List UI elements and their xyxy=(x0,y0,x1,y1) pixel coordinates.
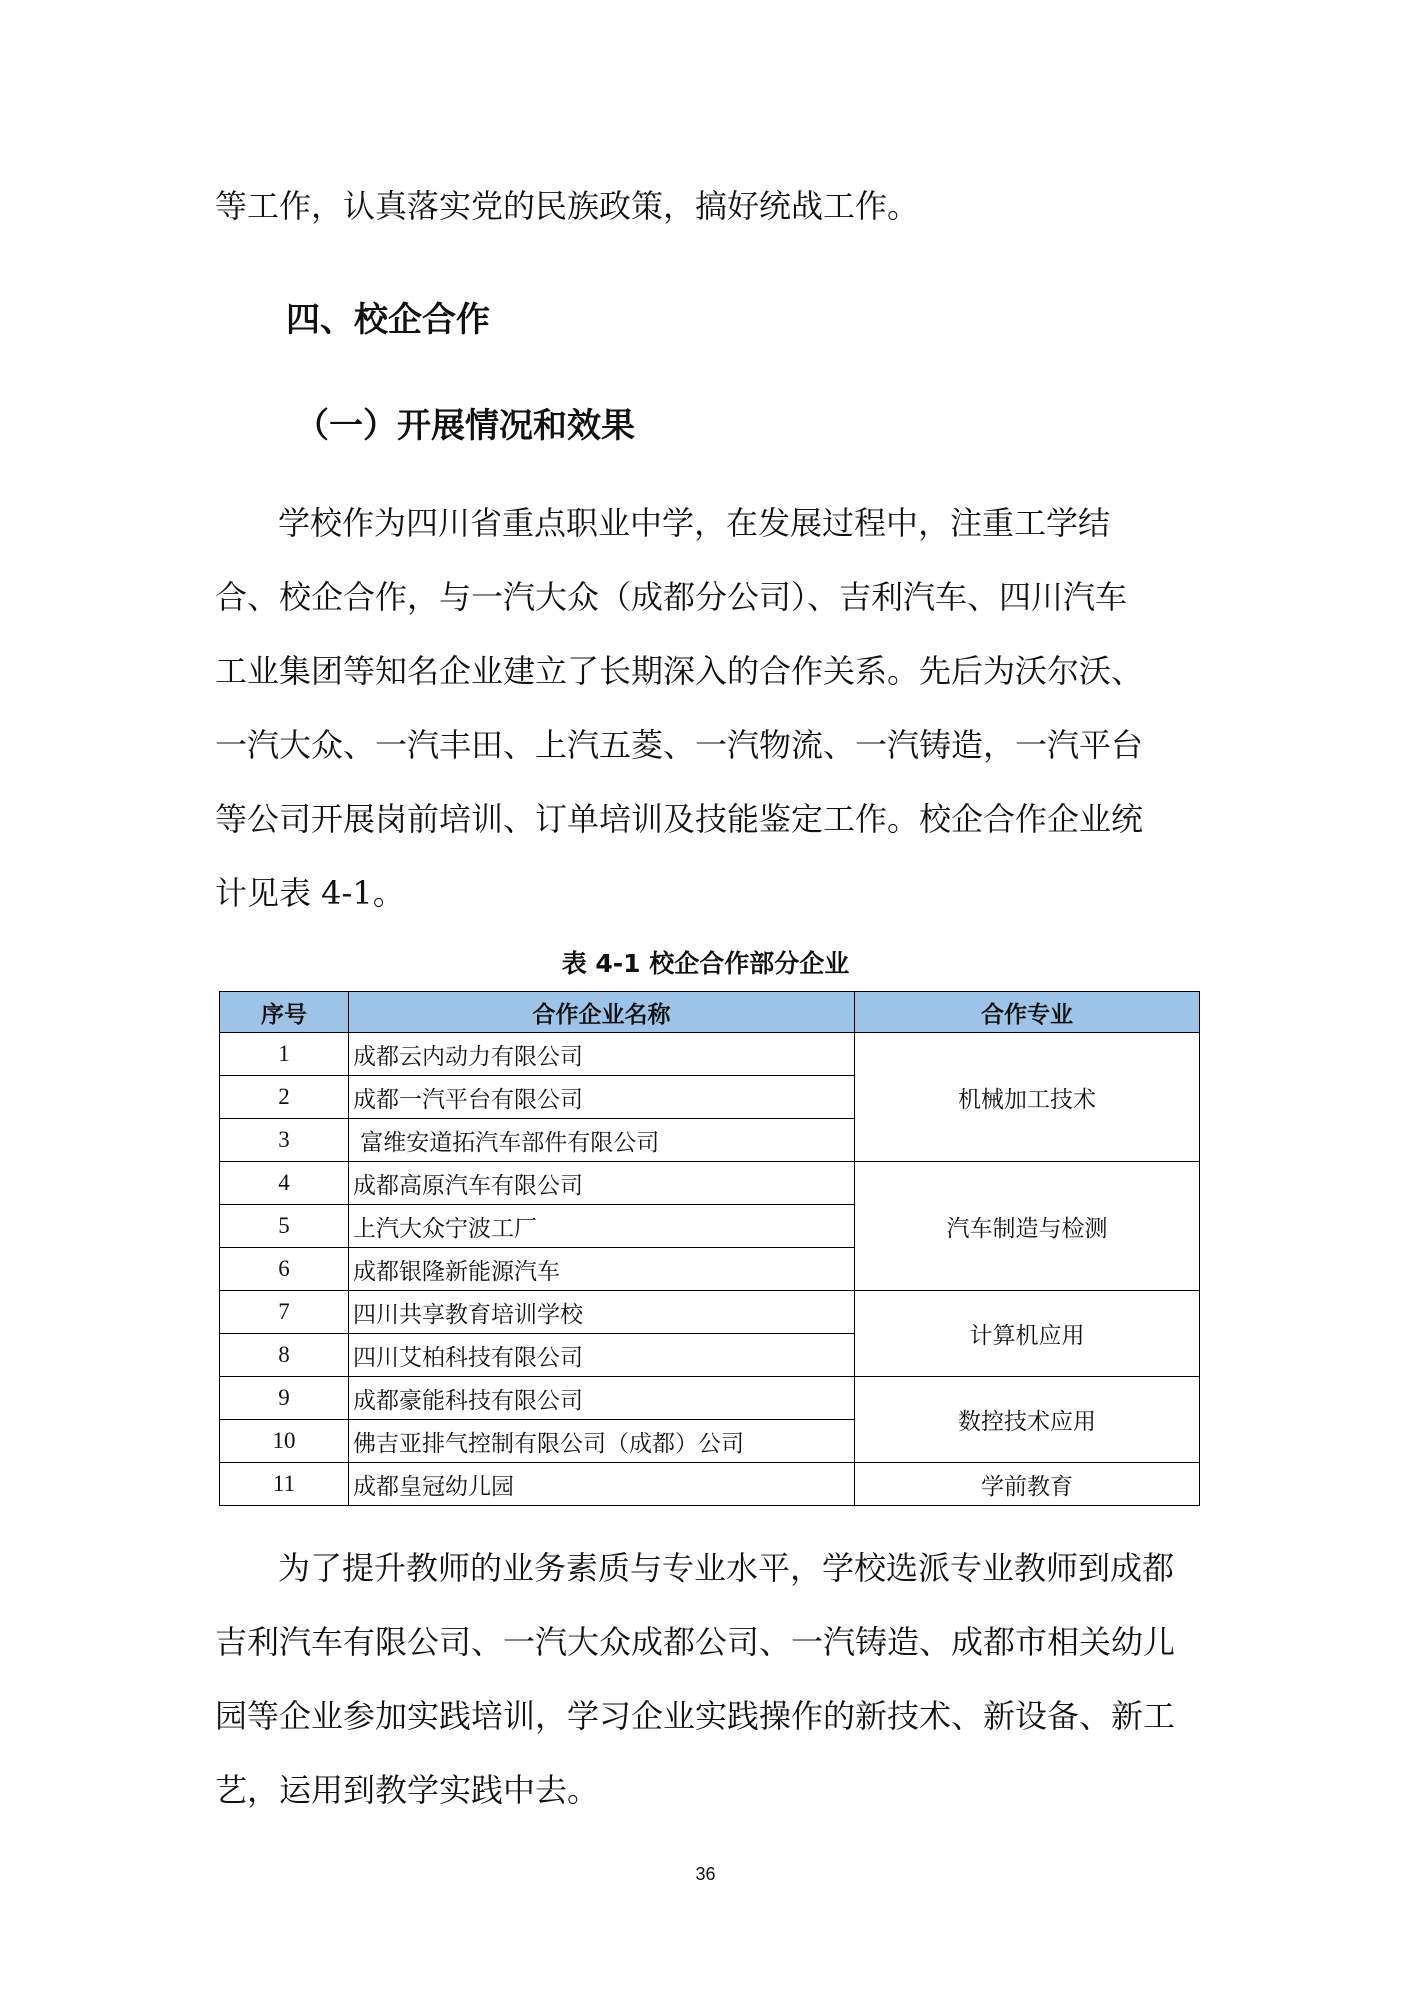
table-row xyxy=(220,1463,1200,1506)
company-name: 富维安道拓汽车部件有限公司 xyxy=(349,1119,855,1162)
company-name: 成都银隆新能源汽车 xyxy=(349,1248,855,1291)
paragraph-line: 为了提升教师的业务素质与专业水平，学校选派专业教师到成都 xyxy=(278,1549,1175,1587)
row-number: 10 xyxy=(220,1420,349,1463)
header-index: 序号 xyxy=(220,992,349,1033)
row-number: 6 xyxy=(220,1248,349,1291)
paragraph-line: 学校作为四川省重点职业中学，在发展过程中，注重工学结 xyxy=(278,504,1111,542)
row-number: 8 xyxy=(220,1334,349,1377)
table-header-row xyxy=(220,992,1200,1033)
company-name: 佛吉亚排气控制有限公司（成都）公司 xyxy=(349,1420,855,1463)
table-row xyxy=(220,1033,1200,1076)
paragraph-line: 一汽大众、一汽丰田、上汽五菱、一汽物流、一汽铸造，一汽平台 xyxy=(215,726,1144,764)
company-name: 四川艾柏科技有限公司 xyxy=(349,1334,855,1377)
row-number: 11 xyxy=(220,1463,349,1506)
table-caption: 表 4-1 校企合作部分企业 xyxy=(561,949,850,978)
row-number: 1 xyxy=(220,1033,349,1076)
page-number: 36 xyxy=(695,1864,716,1884)
header-company: 合作企业名称 xyxy=(349,992,855,1033)
paragraph-line: 工业集团等知名企业建立了长期深入的合作关系。先后为沃尔沃、 xyxy=(215,652,1144,690)
table-row xyxy=(220,1162,1200,1205)
company-name: 成都皇冠幼儿园 xyxy=(349,1463,855,1506)
row-number: 3 xyxy=(220,1119,349,1162)
subsection-heading: （一）开展情况和效果 xyxy=(295,406,635,446)
major-cell: 汽车制造与检测 xyxy=(855,1162,1200,1291)
table-row xyxy=(220,1291,1200,1334)
company-name: 上汽大众宁波工厂 xyxy=(349,1205,855,1248)
paragraph-line: 艺，运用到教学实践中去。 xyxy=(215,1771,600,1809)
row-number: 7 xyxy=(220,1291,349,1334)
major-cell: 学前教育 xyxy=(855,1463,1200,1506)
intro-line: 等工作，认真落实党的民族政策，搞好统战工作。 xyxy=(215,187,920,225)
paragraph-line: 吉利汽车有限公司、一汽大众成都公司、一汽铸造、成都市相关幼儿 xyxy=(215,1623,1176,1661)
paragraph-line: 计见表 4-1。 xyxy=(215,874,405,912)
company-name: 成都高原汽车有限公司 xyxy=(349,1162,855,1205)
table-row xyxy=(220,1377,1200,1420)
major-cell: 计算机应用 xyxy=(855,1291,1200,1377)
row-number: 2 xyxy=(220,1076,349,1119)
header-major: 合作专业 xyxy=(855,992,1200,1033)
major-cell: 数控技术应用 xyxy=(855,1377,1200,1463)
company-name: 四川共享教育培训学校 xyxy=(349,1291,855,1334)
major-cell: 机械加工技术 xyxy=(855,1033,1200,1162)
company-name: 成都云内动力有限公司 xyxy=(349,1033,855,1076)
row-number: 4 xyxy=(220,1162,349,1205)
row-number: 9 xyxy=(220,1377,349,1420)
section-heading: 四、校企合作 xyxy=(286,300,490,340)
paragraph-line: 等公司开展岗前培训、订单培训及技能鉴定工作。校企合作企业统 xyxy=(215,800,1144,838)
company-name: 成都一汽平台有限公司 xyxy=(349,1076,855,1119)
paragraph-line: 合、校企合作，与一汽大众（成都分公司）、吉利汽车、四川汽车 xyxy=(215,578,1128,616)
company-name: 成都豪能科技有限公司 xyxy=(349,1377,855,1420)
row-number: 5 xyxy=(220,1205,349,1248)
cooperation-table xyxy=(219,991,1200,1506)
paragraph-line: 园等企业参加实践培训，学习企业实践操作的新技术、新设备、新工 xyxy=(215,1697,1176,1735)
